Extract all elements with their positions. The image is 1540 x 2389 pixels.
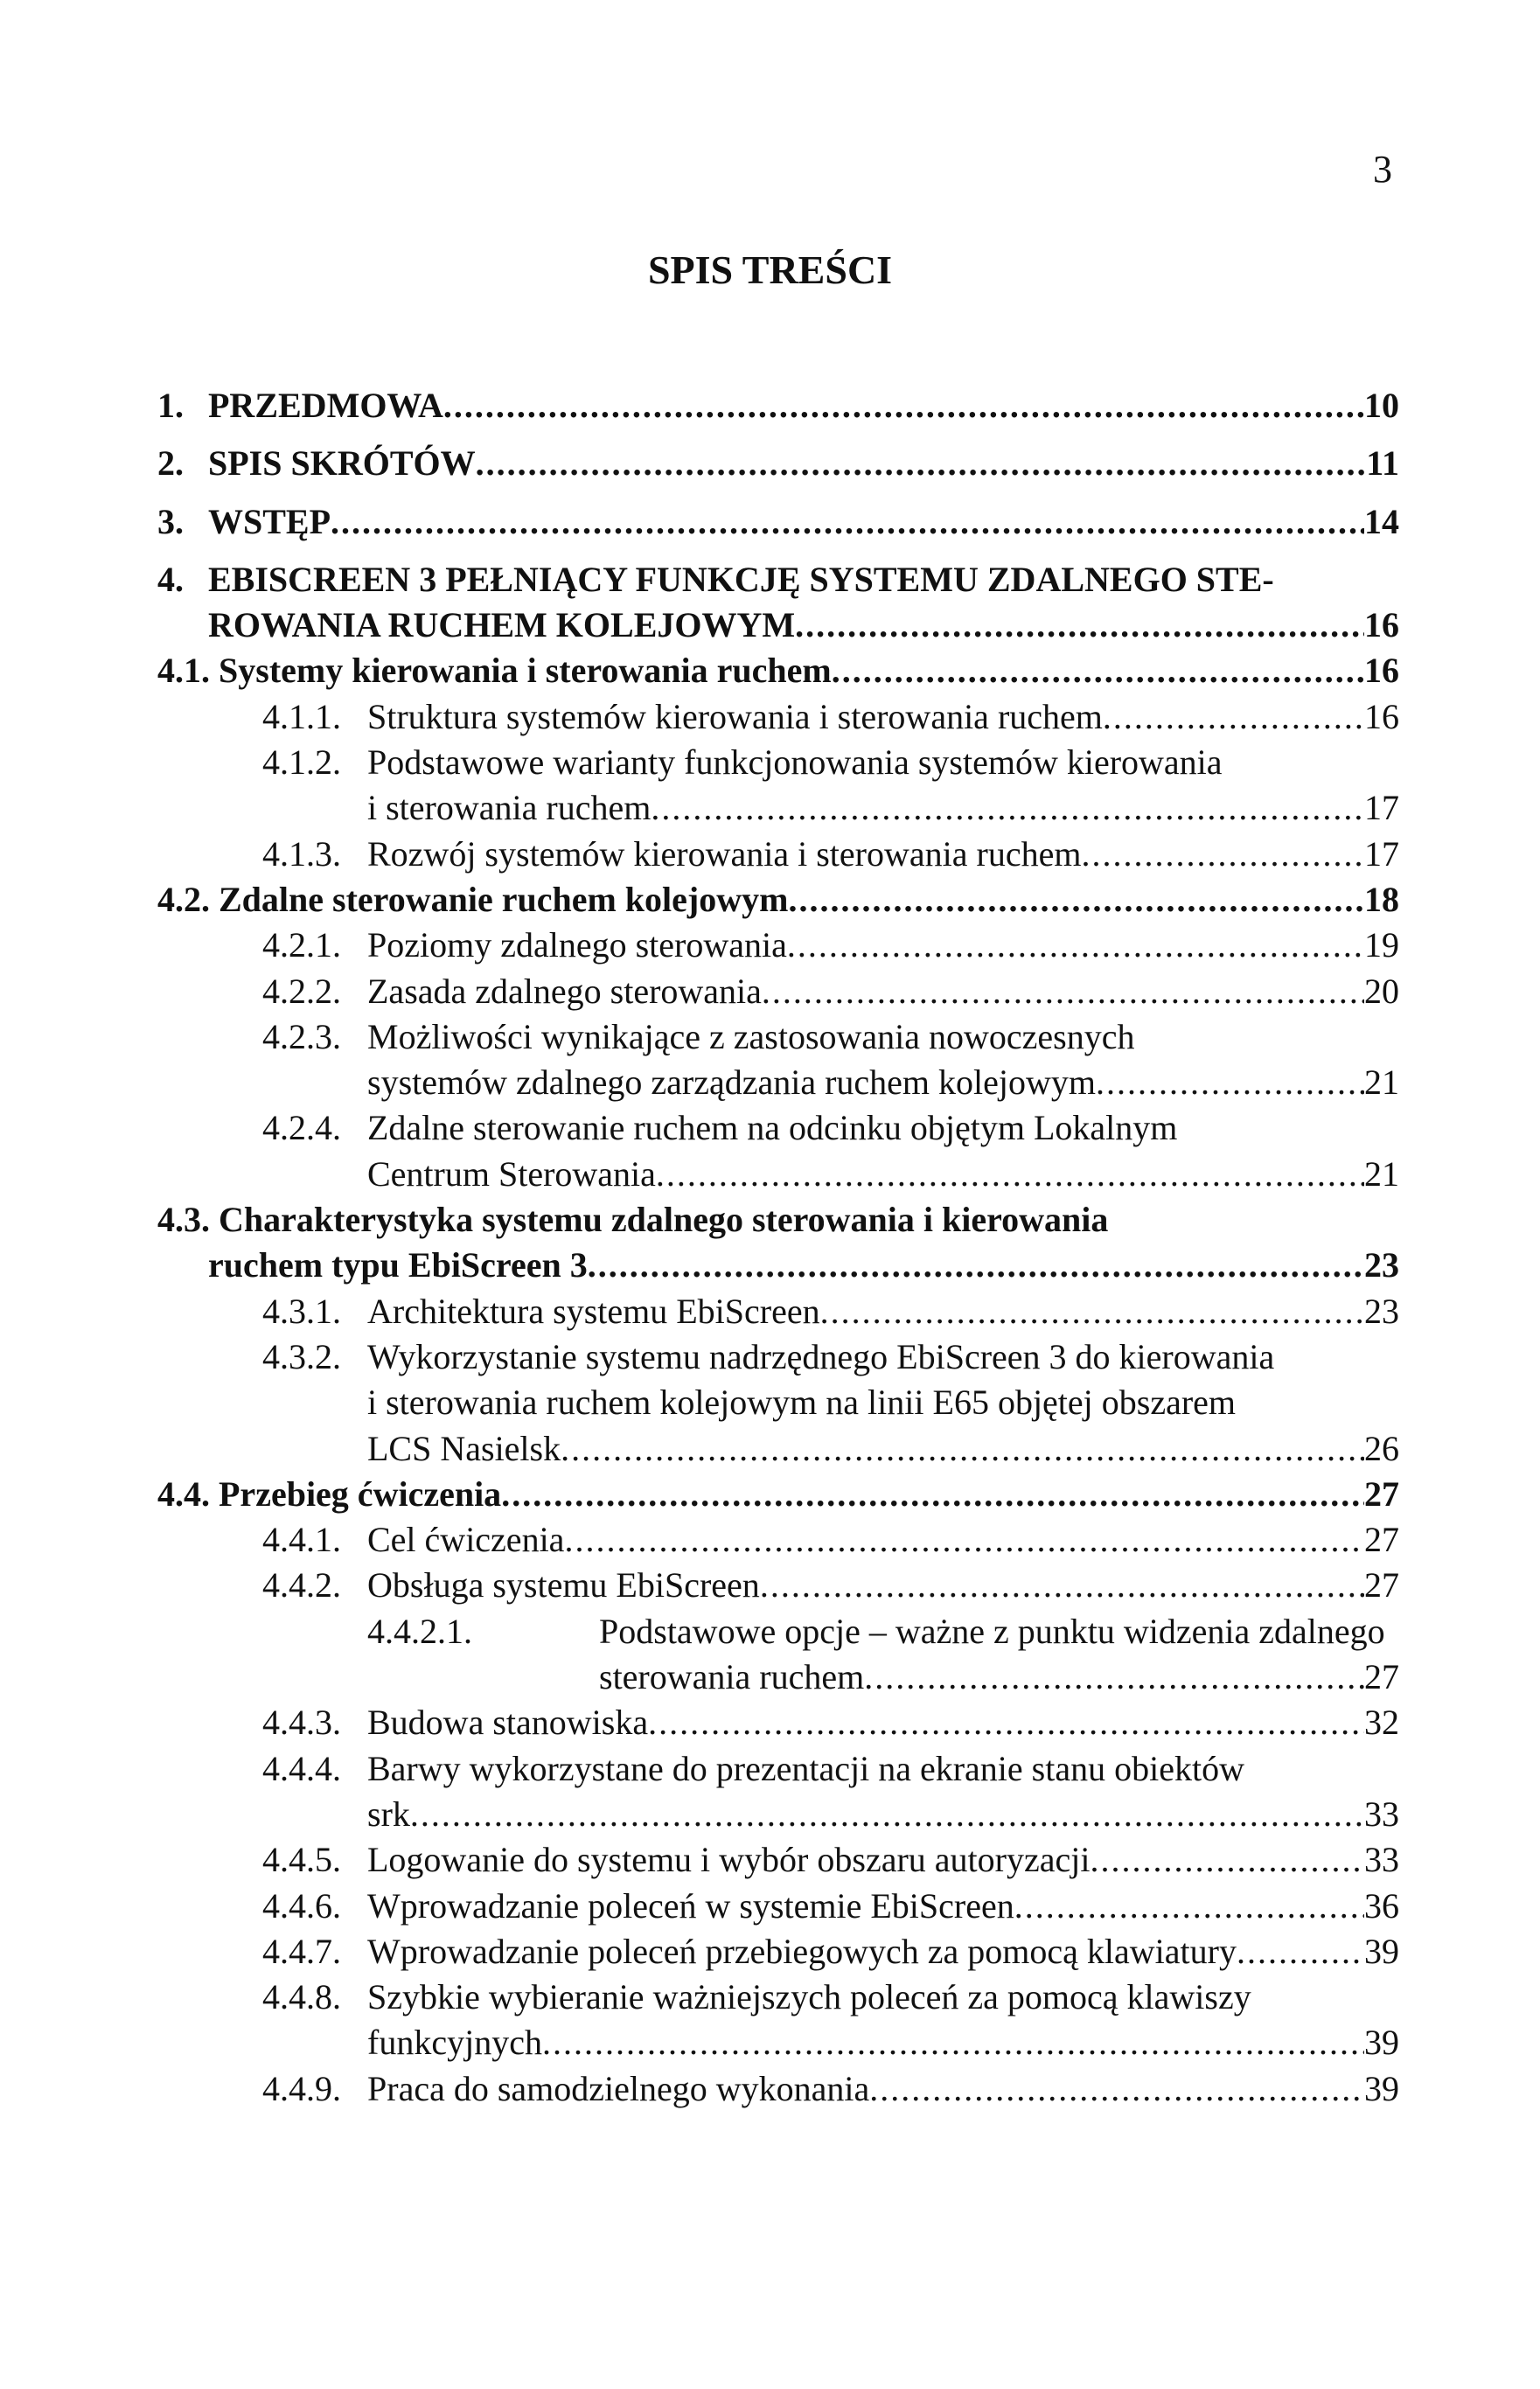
dot-leader [1014, 1884, 1364, 1929]
toc-entry [157, 1609, 1399, 1654]
toc-entry [157, 1654, 1399, 1700]
toc-entry-title: Praca do samodzielnego wykonania [367, 2068, 870, 2108]
toc-entry-title: Rozwój systemów kierowania i sterowania ruchem [367, 833, 1082, 874]
dot-leader [561, 1426, 1364, 1472]
toc-entry-title: ROWANIA RUCHEM KOLEJOWYM [208, 605, 796, 645]
dot-leader [869, 2066, 1364, 2112]
toc-entry-title: Logowanie do systemu i wybór obszaru autoryzacji [367, 1840, 1091, 1880]
dot-leader [564, 1517, 1364, 1563]
toc-entry-number: 1. [157, 386, 184, 425]
toc-entry [157, 1517, 1399, 1563]
toc-page-number: 10 [1364, 386, 1399, 425]
toc-page-number: 26 [1364, 1428, 1399, 1468]
toc-entry [157, 648, 1399, 693]
dot-leader [1090, 1837, 1364, 1883]
toc-page-number: 21 [1364, 1062, 1399, 1103]
toc-entry-title: systemów zdalnego zarządzania ruchem kolejowym [367, 1062, 1097, 1103]
dot-leader [795, 602, 1364, 648]
toc-entry [157, 1197, 1399, 1243]
toc-entry [157, 1563, 1399, 1608]
toc-entry-number: 4.1.1. [262, 696, 341, 736]
toc-entry-number: 4.2.2. [262, 971, 341, 1011]
toc-page-number: 32 [1364, 1703, 1399, 1743]
toc-entry [157, 383, 1399, 428]
toc-page-number: 23 [1364, 1291, 1399, 1331]
toc-entry-number: 4.4.2.1. [367, 1611, 472, 1651]
toc-entry-title: Szybkie wybieranie ważniejszych poleceń za pomocą klawiszy [367, 1977, 1251, 2017]
toc-entry [157, 1426, 1399, 1472]
toc-entry-title: sterowania ruchem [599, 1657, 865, 1697]
dot-leader [864, 1654, 1364, 1700]
toc-page-number: 27 [1364, 1520, 1399, 1560]
toc-entry-title: PRZEDMOWA [208, 386, 443, 425]
toc-page-number: 33 [1364, 1840, 1399, 1880]
dot-leader [476, 441, 1367, 486]
toc-entry [157, 1929, 1399, 1975]
toc-entry [157, 923, 1399, 968]
toc-entry-title: SPIS SKRÓTÓW [208, 443, 476, 484]
toc-entry-number: 4.2.1. [262, 925, 341, 965]
toc-page-number: 16 [1364, 605, 1399, 645]
toc-entry [157, 740, 1399, 785]
dot-leader [760, 1563, 1364, 1608]
toc-page-number: 36 [1364, 1885, 1399, 1926]
page-title: SPIS TREŚCI [647, 247, 893, 292]
toc-entry-number: 3. [157, 501, 184, 541]
toc-entry-title: 4.3. Charakterystyka systemu zdalnego sterowania i kierowania [157, 1200, 1109, 1240]
toc-entry-number: 4.4.3. [262, 1703, 341, 1743]
toc-page-number: 16 [1364, 651, 1399, 691]
dot-leader [788, 877, 1364, 923]
toc-entry [157, 1289, 1399, 1334]
dot-leader [1096, 1060, 1364, 1105]
toc-page-number: 17 [1364, 833, 1399, 874]
toc-page-number: 21 [1364, 1153, 1399, 1194]
toc-entry-title: Poziomy zdalnego sterowania [367, 925, 787, 965]
dot-leader [1081, 832, 1364, 877]
toc-entry [157, 1152, 1399, 1197]
page-number: 3 [1373, 148, 1392, 191]
toc-entry [157, 1334, 1399, 1380]
dot-leader [542, 2020, 1364, 2065]
toc-entry-title: Budowa stanowiska [367, 1703, 649, 1743]
toc-entry-title: Architektura systemu EbiScreen [367, 1291, 820, 1331]
toc-entry-title: Podstawowe opcje – ważne z punktu widzenia zdalnego [599, 1611, 1385, 1651]
toc-entry [157, 2066, 1399, 2112]
toc-entry-number: 4.2.3. [262, 1016, 341, 1056]
toc-entry [157, 1243, 1399, 1288]
toc-page-number: 23 [1364, 1245, 1399, 1285]
dot-leader [651, 785, 1364, 831]
dot-leader [787, 923, 1364, 968]
toc-entry-number: 4.2.4. [262, 1108, 341, 1148]
toc-entry-number: 4.1.2. [262, 742, 341, 783]
toc-entry-number: 4.4.4. [262, 1748, 341, 1788]
toc-entry [157, 557, 1399, 602]
toc-entry-title: Zasada zdalnego sterowania [367, 971, 762, 1011]
toc-entry [157, 1014, 1399, 1060]
toc-entry-title: 4.1. Systemy kierowania i sterowania ruchem [157, 651, 832, 691]
toc-entry-title: funkcyjnych [367, 2023, 542, 2063]
toc-page-number: 39 [1364, 2068, 1399, 2108]
toc-page-number: 17 [1364, 788, 1399, 828]
toc-page-number: 19 [1364, 925, 1399, 965]
toc-entry-number: 4.3.2. [262, 1336, 341, 1376]
toc-entry [157, 1884, 1399, 1929]
toc-entry [157, 602, 1399, 648]
toc-entry-title: Wprowadzanie poleceń przebiegowych za pomocą klawiatury [367, 1931, 1237, 1971]
toc-entry [157, 877, 1399, 923]
toc-page-number: 27 [1364, 1657, 1399, 1697]
toc-page-number: 20 [1364, 971, 1399, 1011]
toc-entry [157, 1975, 1399, 2020]
dot-leader [443, 383, 1364, 428]
toc-entry [157, 1792, 1399, 1837]
toc-entry-title: Obsługa systemu EbiScreen [367, 1565, 760, 1605]
toc-entry-title: Możliwości wynikające z zastosowania nowoczesnych [367, 1016, 1135, 1056]
dot-leader [501, 1472, 1364, 1517]
toc-entry-title: i sterowania ruchem [367, 788, 652, 828]
toc-page-number: 39 [1364, 1931, 1399, 1971]
toc-entry-number: 4.4.9. [262, 2068, 341, 2108]
toc-entry-title: Wykorzystanie systemu nadrzędnego EbiScreen 3 do kierowania [367, 1336, 1275, 1376]
toc-entry [157, 1837, 1399, 1883]
toc-entry [157, 1746, 1399, 1792]
toc-page-number: 14 [1364, 501, 1399, 541]
toc-entry [157, 2020, 1399, 2065]
toc-entry [157, 1380, 1399, 1425]
toc-page-number: 18 [1364, 879, 1399, 919]
toc-entry-title: Cel ćwiczenia [367, 1520, 565, 1560]
toc-entry-title: Centrum Sterowania [367, 1153, 656, 1194]
toc-entry-title: EBISCREEN 3 PEŁNIĄCY FUNKCJĘ SYSTEMU ZDALNEGO STE- [208, 559, 1274, 599]
toc-entry-title: 4.2. Zdalne sterowanie ruchem kolejowym [157, 879, 789, 919]
toc-page-number: 11 [1366, 443, 1399, 484]
toc-entry [157, 1700, 1399, 1745]
toc-entry [157, 694, 1399, 740]
toc-entry-number: 4.4.1. [262, 1520, 341, 1560]
dot-leader [820, 1289, 1364, 1334]
toc-page-number: 27 [1364, 1565, 1399, 1605]
toc-entry [157, 499, 1399, 545]
dot-leader [648, 1700, 1364, 1745]
dot-leader [762, 969, 1364, 1014]
dot-leader [331, 499, 1364, 545]
toc-entry-number: 4.4.5. [262, 1840, 341, 1880]
dot-leader [588, 1243, 1364, 1288]
toc-entry [157, 1472, 1399, 1517]
dot-leader [1237, 1929, 1364, 1975]
toc-entry-number: 4.4.2. [262, 1565, 341, 1605]
table-of-contents [157, 383, 1399, 2112]
toc-entry-number: 4.3.1. [262, 1291, 341, 1331]
toc-entry [157, 1105, 1399, 1151]
toc-entry-title: WSTĘP [208, 501, 331, 541]
dot-leader [656, 1152, 1364, 1197]
toc-entry [157, 785, 1399, 831]
toc-entry [157, 1060, 1399, 1105]
toc-entry-title: LCS Nasielsk [367, 1428, 561, 1468]
dot-leader [410, 1792, 1364, 1837]
toc-entry-title: srk [367, 1793, 410, 1834]
toc-entry-title: Struktura systemów kierowania i sterowania ruchem [367, 696, 1103, 736]
toc-page-number: 27 [1364, 1473, 1399, 1514]
toc-entry-number: 4.1.3. [262, 833, 341, 874]
toc-entry-number: 4.4.6. [262, 1885, 341, 1926]
toc-entry-title: ruchem typu EbiScreen 3 [208, 1245, 588, 1285]
toc-entry-title: Barwy wykorzystane do prezentacji na ekranie stanu obiektów [367, 1748, 1244, 1788]
toc-entry [157, 969, 1399, 1014]
toc-entry-number: 4. [157, 559, 184, 599]
toc-entry-title: 4.4. Przebieg ćwiczenia [157, 1473, 502, 1514]
toc-page-number: 16 [1364, 696, 1399, 736]
toc-entry-title: Zdalne sterowanie ruchem na odcinku objętym Lokalnym [367, 1108, 1178, 1148]
toc-entry-title: Wprowadzanie poleceń w systemie EbiScreen [367, 1885, 1014, 1926]
toc-entry-title: i sterowania ruchem kolejowym na linii E65 objętej obszarem [367, 1383, 1237, 1423]
toc-entry-number: 4.4.7. [262, 1931, 341, 1971]
toc-entry-title: Podstawowe warianty funkcjonowania systemów kierowania [367, 742, 1223, 783]
dot-leader [832, 648, 1364, 693]
toc-page-number: 39 [1364, 2023, 1399, 2063]
toc-entry-number: 2. [157, 443, 184, 484]
toc-page-number: 33 [1364, 1793, 1399, 1834]
toc-entry [157, 441, 1399, 486]
toc-entry-number: 4.4.8. [262, 1977, 341, 2017]
dot-leader [1103, 694, 1364, 740]
toc-entry [157, 832, 1399, 877]
